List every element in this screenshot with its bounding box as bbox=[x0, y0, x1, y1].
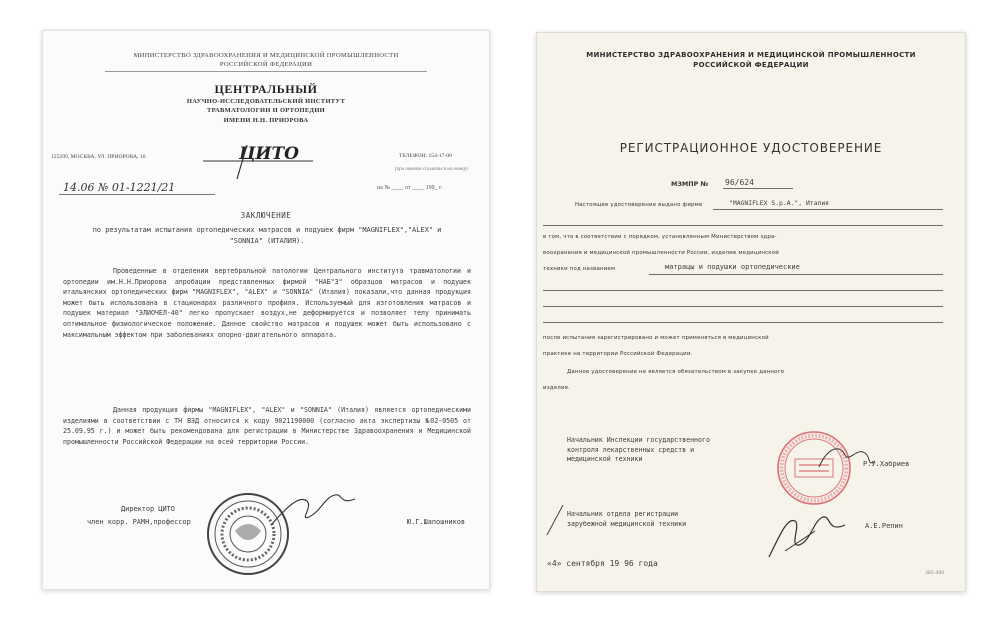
director-signature bbox=[269, 487, 359, 531]
certificate-date: «4» сентября 19 96 года bbox=[547, 559, 658, 568]
conclusion-document bbox=[42, 30, 490, 590]
certificate-title: РЕГИСТРАЦИОННОЕ УДОСТОВЕРЕНИЕ bbox=[619, 141, 883, 155]
reference-note: (при ответе ссылаться на номер) bbox=[395, 167, 468, 172]
signature-1 bbox=[817, 437, 877, 477]
product-underline bbox=[649, 274, 943, 275]
institute-desc-line-1: НАУЧНО-ИССЛЕДОВАТЕЛЬСКИЙ ИНСТИТУТ bbox=[186, 98, 346, 105]
ministry-line-2: РОССИЙСКОЙ ФЕДЕРАЦИИ bbox=[693, 61, 809, 69]
certificate-text-line-7: Данное удостоверение не является обязательством в закупке данного bbox=[567, 369, 785, 375]
reply-number-field: на № ____ от ____ 199_ г. bbox=[377, 185, 443, 191]
certificate-number: 96/624 bbox=[725, 178, 754, 187]
document-date: 14.06 № 01-1221/21 bbox=[63, 181, 176, 194]
certificate-text-line-4: техники под названием bbox=[543, 266, 616, 272]
certificate-number-label: МЗМПР № bbox=[671, 180, 709, 188]
signatory-1-title-line-3: медицинской техники bbox=[567, 455, 643, 464]
issued-to-line: Настоящее удостоверение выдано фирме bbox=[575, 202, 703, 208]
ministry-line-2: РОССИЙСКОЙ ФЕДЕРАЦИИ bbox=[219, 61, 313, 68]
cito-logo bbox=[203, 139, 313, 183]
blank-line bbox=[543, 225, 943, 226]
certificate-text-line-8: изделия. bbox=[543, 385, 570, 391]
firm-underline bbox=[713, 209, 943, 210]
body-paragraph-2: Данная продукция фирмы "MAGNIFLEX", "ALEX" и "SONNIA" (Италия) является ортопедическими изделиями в соответствии с ТН ВЭД относится к коду 9021190000 (согласно акта экспертизы №02-0505 от 25.09.95 г.) и может быть рекомендована для регистрации в Министерстве Здравоохранения и Медицинской промышленности Российской Федерации на всей территории России. bbox=[63, 406, 471, 446]
form-code: 385-400 bbox=[925, 571, 945, 576]
institute-name: ЦЕНТРАЛЬНЫЙ bbox=[214, 82, 318, 96]
blank-line bbox=[543, 306, 943, 307]
institute-desc-line-3: ИМЕНИ Н.Н. ПРИОРОВА bbox=[223, 116, 309, 124]
ministry-header bbox=[43, 51, 489, 69]
date-underline bbox=[59, 194, 215, 195]
signatory-2-title bbox=[567, 510, 686, 529]
certificate-text-line-3: воохранения и медицинской промышленности России, изделие медицинской bbox=[543, 250, 779, 256]
margin-mark bbox=[545, 503, 565, 537]
document-subtitle: по результатам испытания ортопедических матрасов и подушек фирм "MAGNIFLEX","ALEX" и "SONNIA" (ИТАЛИЯ). bbox=[92, 226, 442, 245]
body-paragraph-1: Проведенные в отделении вертебральной патологии Центрального института травматологии и ортопедии им.Н.Н.Приорова апробации представленных фирмой "НАБ"З" образцов матрасов и подушек итальянских ортопедических фирм "MAGNIFLEX", "ALEX" и "SONNIA" (Италия) показали,что данная продукция может быть использована в стационарах различного профиля. Используемый для изготовления матрасов и подушек материал "ЭЛИОЧЕЛ-40" легко пропускает воздух,не деформируется и позволяет телу принимать оптимальное физиологическое положение. Данное свойство матрасов и подушек может быть использовано с максимальным эффектом при заболеваниях опорно-двигательного аппарата. bbox=[63, 267, 471, 339]
signatory-2-title-line-2: зарубежной медицинской техники bbox=[567, 519, 687, 528]
signatory-2-name: А.Е.Репин bbox=[865, 522, 903, 530]
certificate-text-line-5: после испытания зарегистрировано и может применяться в медицинской bbox=[543, 335, 769, 341]
registration-certificate bbox=[536, 32, 966, 592]
signature-2 bbox=[765, 507, 847, 561]
signer-title-1: Директор ЦИТО bbox=[121, 505, 175, 513]
signer-title-2: член корр. РАМН,профессор bbox=[87, 518, 191, 526]
cito-logo-text: ЦИТО bbox=[239, 144, 299, 164]
institute-address: 125299, МОСКВА, УЛ. ПРИОРОВА, 10 bbox=[51, 154, 146, 160]
signatory-1-name: Р.У.Хабриев bbox=[863, 460, 910, 468]
document-title: ЗАКЛЮЧЕНИЕ bbox=[240, 211, 292, 220]
blank-line bbox=[543, 322, 943, 323]
blank-line bbox=[543, 290, 943, 291]
number-underline bbox=[723, 188, 793, 189]
signer-name: Ю.Г.Шапошников bbox=[407, 518, 466, 526]
header-divider bbox=[105, 71, 427, 72]
institute-description bbox=[43, 97, 489, 125]
product-name: матрацы и подушки ортопедические bbox=[665, 263, 800, 271]
signatory-1-title bbox=[567, 436, 710, 465]
signatory-1-title-line-1: Начальник Инспекции государственного bbox=[567, 436, 710, 444]
firm-name: "MAGNIFLEX S.p.A.", Италия bbox=[729, 199, 830, 207]
ministry-line-1: МИНИСТЕРСТВО ЗДРАВООХРАНЕНИЯ И МЕДИЦИНСКОЙ ПРОМЫШЛЕННОСТИ bbox=[133, 52, 399, 59]
certificate-text-line-2: в том, что в соответствии с порядком, установленным Министерством здра- bbox=[543, 234, 777, 240]
institute-desc-line-2: ТРАВМАТОЛОГИИ И ОРТОПЕДИИ bbox=[206, 107, 326, 115]
signatory-2-title-line-1: Начальник отдела регистрации bbox=[567, 510, 679, 518]
ministry-header bbox=[537, 50, 965, 70]
certificate-text-line-6: практике на территории Российской Федерации. bbox=[543, 351, 693, 357]
ministry-line-1: МИНИСТЕРСТВО ЗДРАВООХРАНЕНИЯ И МЕДИЦИНСКОЙ ПРОМЫШЛЕННОСТИ bbox=[586, 51, 916, 59]
signatory-1-title-line-2: контроля лекарственных средств и bbox=[567, 445, 695, 454]
institute-phone: ТЕЛЕФОН: 154-17-00 bbox=[399, 153, 452, 159]
